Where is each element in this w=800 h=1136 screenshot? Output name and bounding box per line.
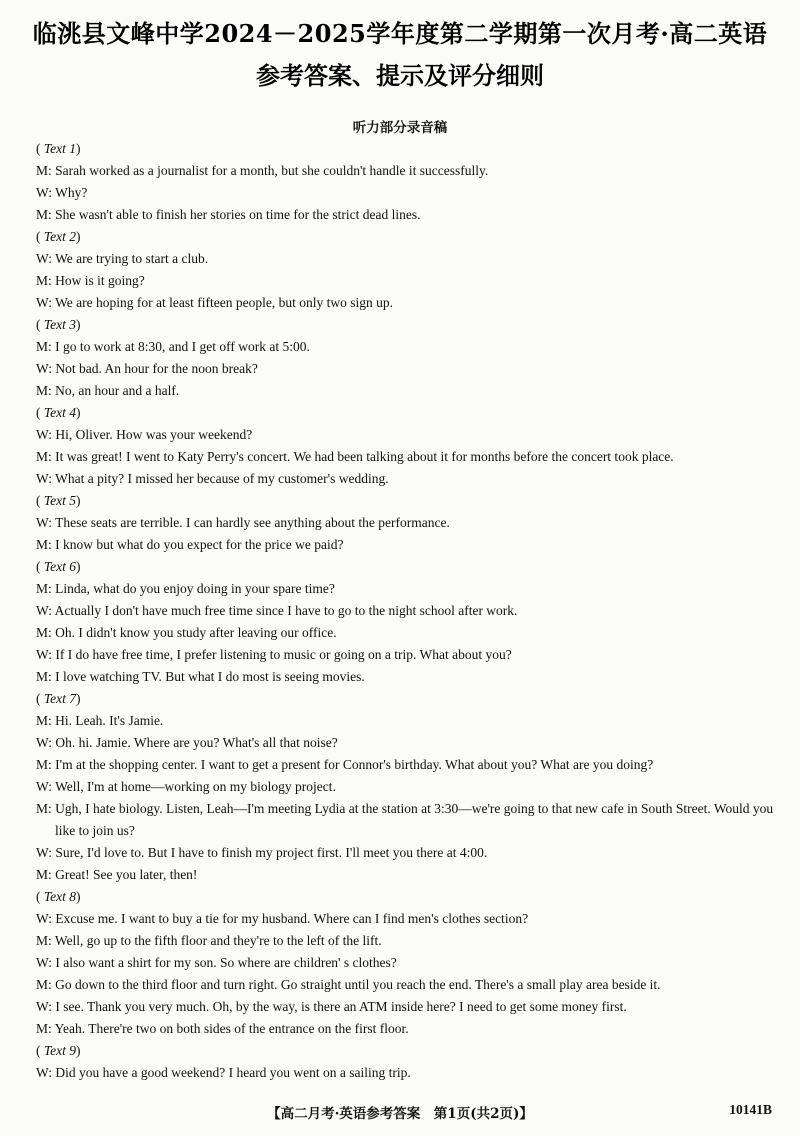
utterance: Excuse me. I want to buy a tie for my husband. Where can I find men's clothes section? <box>55 911 529 926</box>
dialog-line: M: It was great! I went to Katy Perry's concert. We had been talking about it for months before the concert took place. <box>36 449 674 464</box>
speaker: W <box>36 515 49 530</box>
utterance: Oh. I didn't know you study after leaving our office. <box>55 625 337 640</box>
dialog-line: M: Ugh, I hate biology. Listen, Leah—I'm meeting Lydia at the station at 3:30—we're going to that new cafe in South Street. Would you like to join us? <box>36 801 774 838</box>
dialog-line: W: Well, I'm at home—working on my biology project. <box>36 779 336 794</box>
text-label: ( Text 1) <box>36 141 81 156</box>
utterance: I also want a shirt for my son. So where are children' s clothes? <box>55 955 397 970</box>
speaker: M <box>36 757 49 772</box>
text-label: ( Text 3) <box>36 317 81 332</box>
text-label-value: Text 7 <box>43 691 77 706</box>
section-title: 听力部分录音稿 <box>352 120 448 136</box>
speaker: W <box>36 647 49 662</box>
speaker: W <box>36 911 49 926</box>
text-label: ( Text 8) <box>36 889 81 904</box>
utterance: Well, go up to the fifth floor and they're to the left of the lift. <box>54 933 382 948</box>
dialog-line: W: Did you have a good weekend? I heard you went on a sailing trip. <box>36 1065 411 1080</box>
text-label-value: Text 1 <box>43 141 77 156</box>
dialog-line: M: How is it going? <box>36 273 145 288</box>
speaker: M <box>36 933 49 948</box>
utterance: Ugh, I hate biology. Listen, Leah—I'm meeting Lydia at the station at 3:30—we're going to that new cafe in South Street. Would you like to join us? <box>55 801 774 838</box>
utterance: I go to work at 8:30, and I get off work at 5:00. <box>55 339 310 354</box>
text-label-value: Text 3 <box>43 317 77 332</box>
text-label: ( Text 6) <box>36 559 81 574</box>
dialog-line: W: Actually I don't have much free time since I have to go to the night school after work. <box>36 603 518 618</box>
speaker: M <box>36 625 49 640</box>
speaker: W <box>36 779 49 794</box>
utterance: Hi. Leah. It's Jamie. <box>55 713 164 728</box>
speaker: M <box>36 669 49 684</box>
text-label-value: Text 5 <box>43 493 77 508</box>
text-label-value: Text 4 <box>43 405 77 420</box>
dialog-line: W: I see. Thank you very much. Oh, by the way, is there an ATM inside here? I need to get some money first. <box>36 999 627 1014</box>
utterance: I know but what do you expect for the price we paid? <box>55 537 344 552</box>
speaker: M <box>36 537 49 552</box>
utterance: How is it going? <box>55 273 145 288</box>
utterance: Yeah. There're two on both sides of the entrance on the first floor. <box>54 1021 409 1036</box>
dialog-line: M: She wasn't able to finish her stories on time for the strict dead lines. <box>36 207 421 222</box>
dialog-line: W: Hi, Oliver. How was your weekend? <box>36 427 253 442</box>
dialog-line: M: I'm at the shopping center. I want to get a present for Connor's birthday. What about you? What are you doing? <box>36 757 654 772</box>
utterance: I love watching TV. But what I do most is seeing movies. <box>55 669 365 684</box>
utterance: Not bad. An hour for the noon break? <box>55 361 258 376</box>
dialog-line: W: These seats are terrible. I can hardly see anything about the performance. <box>36 515 450 530</box>
dialog-line: M: Go down to the third floor and turn right. Go straight until you reach the end. There's a small play area beside it. <box>36 977 661 992</box>
dialog-line: M: I go to work at 8:30, and I get off work at 5:00. <box>36 339 310 354</box>
speaker: M <box>36 801 49 816</box>
dialog-line: M: Oh. I didn't know you study after leaving our office. <box>36 625 337 640</box>
dialog-line: W: Sure, I'd love to. But I have to finish my project first. I'll meet you there at 4:00. <box>36 845 488 860</box>
text-label-value: Text 2 <box>43 229 77 244</box>
speaker: W <box>36 999 49 1014</box>
dialog-line: M: Sarah worked as a journalist for a month, but she couldn't handle it successfully. <box>36 163 489 178</box>
speaker: M <box>36 1021 49 1036</box>
speaker: W <box>36 427 49 442</box>
utterance: Sure, I'd love to. But I have to finish my project first. I'll meet you there at 4:00. <box>55 845 488 860</box>
speaker: W <box>36 295 49 310</box>
speaker: M <box>36 273 49 288</box>
utterance: I'm at the shopping center. I want to get a present for Connor's birthday. What about you? What are you doing? <box>55 757 654 772</box>
speaker: M <box>36 867 49 882</box>
document-subtitle: 参考答案、提示及评分细则 <box>256 61 544 90</box>
speaker: M <box>36 977 49 992</box>
speaker: W <box>36 471 49 486</box>
utterance: These seats are terrible. I can hardly see anything about the performance. <box>55 515 450 530</box>
speaker: W <box>36 1065 49 1080</box>
utterance: Well, I'm at home—working on my biology project. <box>55 779 336 794</box>
document-title: 临洮县文峰中学2024－2025学年度第二学期第一次月考·高二英语 <box>32 19 768 48</box>
speaker: W <box>36 361 49 376</box>
speaker: M <box>36 163 49 178</box>
text-label-value: Text 6 <box>43 559 77 574</box>
dialog-line: W: Not bad. An hour for the noon break? <box>36 361 258 376</box>
text-label: ( Text 9) <box>36 1043 81 1058</box>
utterance: Did you have a good weekend? I heard you went on a sailing trip. <box>55 1065 411 1080</box>
utterance: Why? <box>55 185 88 200</box>
utterance: I see. Thank you very much. Oh, by the way, is there an ATM inside here? I need to get some money first. <box>55 999 627 1014</box>
utterance: Go down to the third floor and turn right. Go straight until you reach the end. There's a small play area beside it. <box>55 977 661 992</box>
dialog-line: W: We are hoping for at least fifteen people, but only two sign up. <box>36 295 393 310</box>
speaker: M <box>36 383 49 398</box>
speaker: W <box>36 955 49 970</box>
utterance: Linda, what do you enjoy doing in your spare time? <box>55 581 335 596</box>
utterance: No, an hour and a half. <box>55 383 180 398</box>
dialog-line: M: Linda, what do you enjoy doing in your spare time? <box>36 581 335 596</box>
speaker: W <box>36 185 49 200</box>
text-label: ( Text 4) <box>36 405 81 420</box>
dialog-line: M: Well, go up to the fifth floor and they're to the left of the lift. <box>36 933 382 948</box>
speaker: W <box>36 735 49 750</box>
document-code: 10141B <box>729 1102 772 1117</box>
utterance: We are hoping for at least fifteen people, but only two sign up. <box>55 295 393 310</box>
utterance: Sarah worked as a journalist for a month, but she couldn't handle it successfully. <box>55 163 489 178</box>
speaker: W <box>36 845 49 860</box>
dialog-line: W: Excuse me. I want to buy a tie for my husband. Where can I find men's clothes section? <box>36 911 529 926</box>
text-label: ( Text 5) <box>36 493 81 508</box>
utterance: If I do have free time, I prefer listening to music or going on a trip. What about you? <box>55 647 512 662</box>
utterance: It was great! I went to Katy Perry's concert. We had been talking about it for months before the concert took place. <box>55 449 674 464</box>
dialog-line: W: Oh. hi. Jamie. Where are you? What's all that noise? <box>36 735 338 750</box>
utterance: Oh. hi. Jamie. Where are you? What's all that noise? <box>55 735 338 750</box>
dialog-line: W: We are trying to start a club. <box>36 251 209 266</box>
utterance: Actually I don't have much free time since I have to go to the night school after work. <box>54 603 518 618</box>
utterance: Hi, Oliver. How was your weekend? <box>55 427 253 442</box>
text-label: ( Text 2) <box>36 229 81 244</box>
dialog-line: M: I love watching TV. But what I do most is seeing movies. <box>36 669 365 684</box>
text-label-value: Text 8 <box>43 889 77 904</box>
dialog-line: M: Great! See you later, then! <box>36 867 198 882</box>
dialog-line: M: No, an hour and a half. <box>36 383 180 398</box>
text-label: ( Text 7) <box>36 691 81 706</box>
utterance: She wasn't able to finish her stories on time for the strict dead lines. <box>55 207 421 222</box>
utterance: We are trying to start a club. <box>55 251 209 266</box>
dialog-line: M: Hi. Leah. It's Jamie. <box>36 713 164 728</box>
dialog-line: M: I know but what do you expect for the price we paid? <box>36 537 344 552</box>
dialog-line: W: What a pity? I missed her because of my customer's wedding. <box>36 471 389 486</box>
speaker: W <box>36 603 49 618</box>
dialog-line: W: If I do have free time, I prefer listening to music or going on a trip. What about you? <box>36 647 512 662</box>
speaker: M <box>36 207 49 222</box>
page-footer: 【高二月考·英语参考答案 第1页(共2页)】 <box>267 1106 533 1122</box>
speaker: M <box>36 581 49 596</box>
speaker: M <box>36 713 49 728</box>
transcript <box>36 138 776 1084</box>
speaker: W <box>36 251 49 266</box>
dialog-line: W: I also want a shirt for my son. So where are children' s clothes? <box>36 955 397 970</box>
text-label-value: Text 9 <box>43 1043 77 1058</box>
dialog-line: W: Why? <box>36 185 88 200</box>
speaker: M <box>36 339 49 354</box>
dialog-line: M: Yeah. There're two on both sides of the entrance on the first floor. <box>36 1021 409 1036</box>
speaker: M <box>36 449 49 464</box>
utterance: Great! See you later, then! <box>55 867 198 882</box>
utterance: What a pity? I missed her because of my customer's wedding. <box>55 471 389 486</box>
